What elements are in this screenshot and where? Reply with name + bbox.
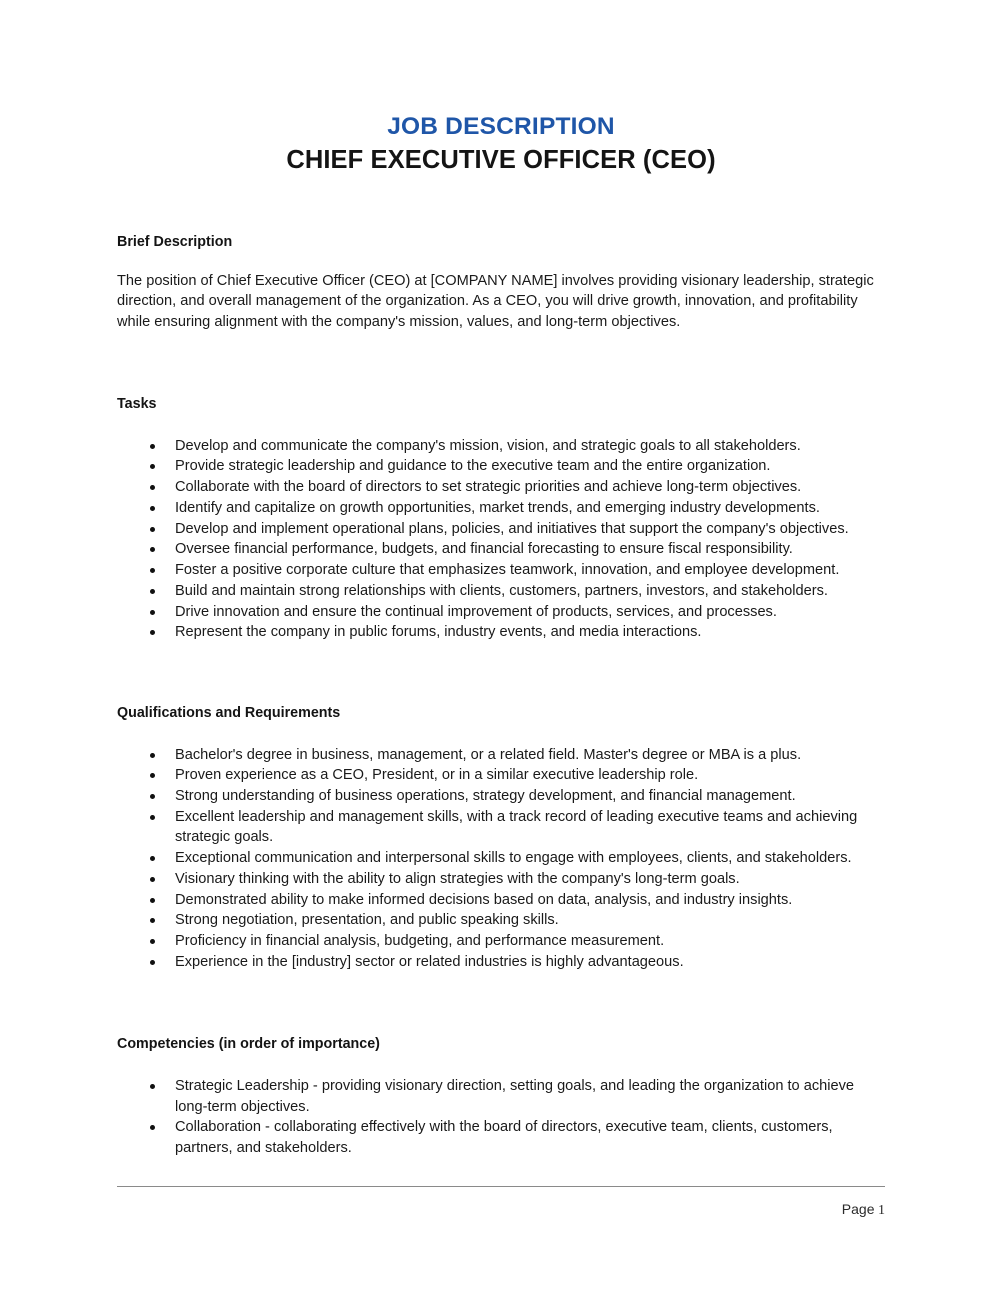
list-item-text: Identify and capitalize on growth opportunities, market trends, and emerging industry developments. bbox=[175, 499, 820, 516]
footer-page-number bbox=[117, 1201, 885, 1219]
list-item-text: Proven experience as a CEO, President, or in a similar executive leadership role. bbox=[175, 767, 699, 784]
bullet-dot-icon bbox=[150, 773, 155, 778]
tasks-list bbox=[117, 436, 885, 643]
bullet-dot-icon bbox=[150, 856, 155, 861]
bullet-dot-icon bbox=[150, 960, 155, 965]
footer-page-label: Page bbox=[841, 1201, 875, 1217]
bullet-dot-icon bbox=[150, 610, 155, 615]
list-item-text: Build and maintain strong relationships with clients, customers, partners, investors, and stakeholders. bbox=[175, 582, 828, 599]
list-item-text: Collaborate with the board of directors to set strategic priorities and achieve long-term objectives. bbox=[175, 479, 802, 496]
bullet-dot-icon bbox=[150, 753, 155, 758]
list-item-text: Strong understanding of business operations, strategy development, and financial management. bbox=[175, 787, 796, 804]
list-item-text: Develop and communicate the company's mission, vision, and strategic goals to all stakeholders. bbox=[175, 437, 801, 454]
list-item bbox=[117, 765, 885, 786]
list-item bbox=[117, 952, 885, 973]
list-item-text: Visionary thinking with the ability to align strategies with the company's long-term goals. bbox=[175, 870, 740, 887]
list-item bbox=[117, 456, 885, 477]
bullet-dot-icon bbox=[150, 589, 155, 594]
document-title-primary: JOB DESCRIPTION bbox=[387, 113, 615, 140]
list-item-text: Foster a positive corporate culture that emphasizes teamwork, innovation, and employee development. bbox=[175, 562, 840, 579]
list-item-text: Experience in the [industry] sector or related industries is highly advantageous. bbox=[175, 953, 684, 970]
list-item bbox=[117, 622, 885, 643]
list-item bbox=[117, 477, 885, 498]
list-item bbox=[117, 910, 885, 931]
list-item-text: Strong negotiation, presentation, and public speaking skills. bbox=[175, 912, 559, 929]
list-item bbox=[117, 519, 885, 540]
bullet-dot-icon bbox=[150, 444, 155, 449]
bullet-dot-icon bbox=[150, 547, 155, 552]
bullet-dot-icon bbox=[150, 939, 155, 944]
list-item bbox=[117, 869, 885, 890]
list-item-text: Collaboration - collaborating effectively with the board of directors, executive team, clients, customers, partners, and stakeholders. bbox=[175, 1119, 833, 1157]
document-content bbox=[117, 0, 885, 1159]
footer-divider bbox=[117, 1186, 885, 1187]
bullet-dot-icon bbox=[150, 506, 155, 511]
bullet-dot-icon bbox=[150, 794, 155, 799]
section-qualifications bbox=[117, 704, 885, 972]
section-heading-qualifications: Qualifications and Requirements bbox=[117, 704, 341, 721]
section-heading-tasks: Tasks bbox=[117, 396, 157, 413]
list-item-text: Bachelor's degree in business, management, or a related field. Master's degree or MBA is a plus. bbox=[175, 746, 802, 763]
list-item bbox=[117, 1076, 885, 1117]
list-item bbox=[117, 436, 885, 457]
competencies-list bbox=[117, 1076, 885, 1159]
brief-description-paragraph: The position of Chief Executive Officer (CEO) at [COMPANY NAME] involves providing visionary leadership, strategic direction, and overall management of the organization. As a CEO, you will drive growth, innovation, and profitability while ensuring alignment with the company's mission, values, and long-term objectives. bbox=[117, 272, 874, 331]
section-tasks bbox=[117, 395, 885, 643]
bullet-dot-icon bbox=[150, 815, 155, 820]
list-item-text: Drive innovation and ensure the continual improvement of products, services, and processes. bbox=[175, 603, 777, 620]
list-item-text: Oversee financial performance, budgets, and financial forecasting to ensure fiscal responsibility. bbox=[175, 541, 793, 558]
bullet-dot-icon bbox=[150, 630, 155, 635]
bullet-dot-icon bbox=[150, 527, 155, 532]
list-item-text: Strategic Leadership - providing visionary direction, setting goals, and leading the organization to achieve long-term objectives. bbox=[175, 1078, 855, 1115]
document-title-secondary: CHIEF EXECUTIVE OFFICER (CEO) bbox=[286, 145, 716, 174]
list-item bbox=[117, 745, 885, 766]
qualifications-list bbox=[117, 745, 885, 973]
list-item-text: Proficiency in financial analysis, budgeting, and performance measurement. bbox=[175, 932, 665, 949]
document-title-block bbox=[117, 0, 885, 176]
section-heading-brief-description: Brief Description bbox=[117, 234, 233, 251]
list-item bbox=[117, 807, 885, 848]
section-brief-description bbox=[117, 233, 885, 333]
list-item bbox=[117, 931, 885, 952]
footer-page-value: 1 bbox=[878, 1203, 885, 1218]
bullet-dot-icon bbox=[150, 918, 155, 923]
list-item-text: Develop and implement operational plans, policies, and initiatives that support the company's objectives. bbox=[175, 520, 849, 537]
bullet-dot-icon bbox=[150, 464, 155, 469]
list-item bbox=[117, 539, 885, 560]
bullet-dot-icon bbox=[150, 877, 155, 882]
list-item-text: Provide strategic leadership and guidance to the executive team and the entire organization. bbox=[175, 458, 771, 475]
page-footer bbox=[117, 1186, 885, 1219]
list-item bbox=[117, 1117, 885, 1158]
list-item-text: Exceptional communication and interpersonal skills to engage with employees, clients, and stakeholders. bbox=[175, 850, 852, 867]
list-item bbox=[117, 581, 885, 602]
list-item bbox=[117, 602, 885, 623]
list-item bbox=[117, 498, 885, 519]
section-competencies bbox=[117, 1035, 885, 1158]
list-item-text: Demonstrated ability to make informed decisions based on data, analysis, and industry insights. bbox=[175, 891, 793, 908]
bullet-dot-icon bbox=[150, 485, 155, 490]
list-item bbox=[117, 560, 885, 581]
section-heading-competencies: Competencies (in order of importance) bbox=[117, 1036, 380, 1053]
bullet-dot-icon bbox=[150, 898, 155, 903]
bullet-dot-icon bbox=[150, 568, 155, 573]
bullet-dot-icon bbox=[150, 1125, 155, 1130]
list-item bbox=[117, 848, 885, 869]
bullet-dot-icon bbox=[150, 1084, 155, 1089]
list-item-text: Excellent leadership and management skills, with a track record of leading executive teams and achieving strategic goals. bbox=[175, 808, 858, 846]
list-item bbox=[117, 890, 885, 911]
list-item-text: Represent the company in public forums, industry events, and media interactions. bbox=[175, 624, 702, 641]
list-item bbox=[117, 786, 885, 807]
